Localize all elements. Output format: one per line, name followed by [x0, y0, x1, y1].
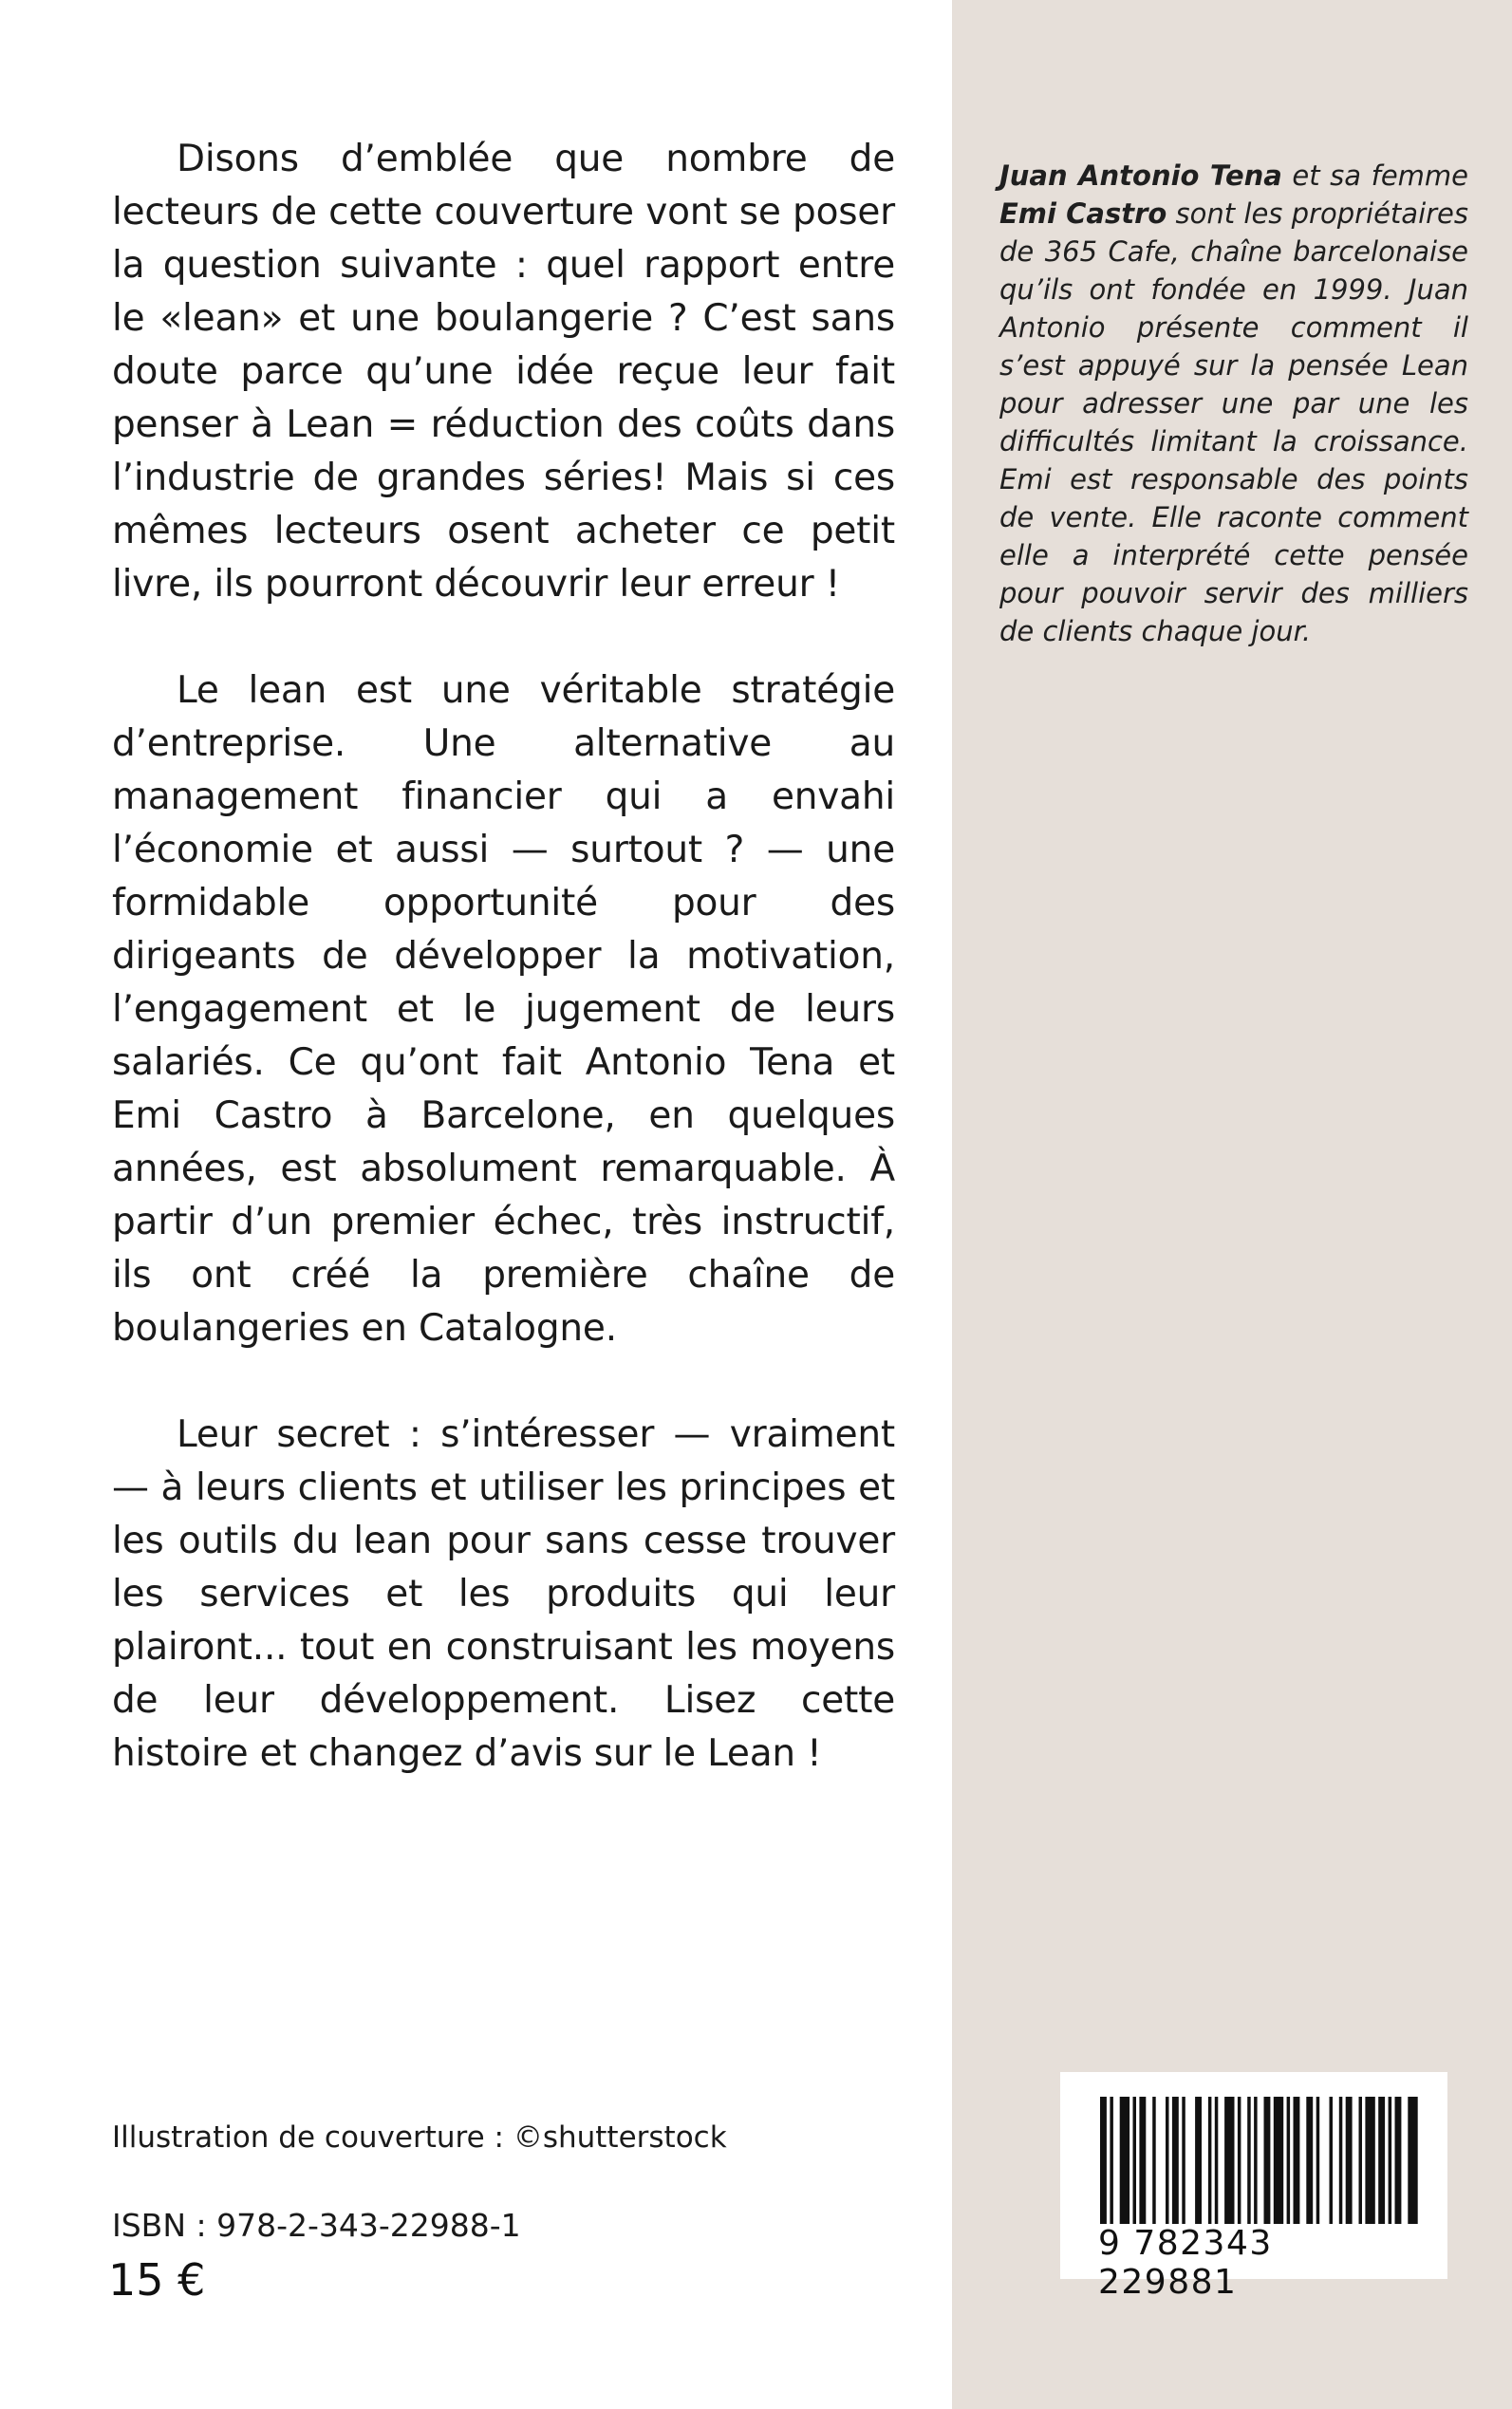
barcode-bar [1359, 2097, 1363, 2224]
bio-text-1: et sa femme [1281, 159, 1469, 192]
author-panel [952, 0, 1512, 2409]
barcode-bar [1264, 2097, 1271, 2224]
price: 15 € [108, 2254, 206, 2306]
barcode-bar [1339, 2097, 1343, 2224]
barcode-bar [1172, 2097, 1179, 2224]
barcode-bar [1110, 2097, 1113, 2224]
paragraph-2: Le lean est une véritable stratégie d’entreprise. Une alternative au management financier qui a envahi l’économie et aussi — surtout ? — une formidable opportunité pour des dirigeants de développer la motivation, l’engagement et le jugement de leurs salariés. Ce qu’ont fait Antonio Tena et Emi Castro à Barcelone, en quelques années, est absolument remarquable. À partir d’un premier échec, très instructif, ils ont créé la première chaîne de boulangeries en Catalogne. [112, 669, 895, 1350]
paragraph-3: Leur secret : s’intéresser — vraiment — à leurs clients et utiliser les principes et les outils du lean pour sans cesse trouver les services et les produits qui leur plairont... tout en construisant les moyens de leur développement. Lisez cette histoire et changez d’avis sur le Lean ! [112, 1413, 895, 1775]
barcode-bar [1346, 2097, 1353, 2224]
barcode-bar [1133, 2097, 1137, 2224]
author-name-1: Juan Antonio Tena [999, 159, 1282, 192]
barcode-bar [1306, 2097, 1313, 2224]
barcode-bar [1100, 2097, 1107, 2224]
barcode-bar [1365, 2097, 1374, 2224]
barcode-bar [1195, 2097, 1202, 2224]
cover-illustration-credit: Illustration de couverture : ©shutterstock [112, 2120, 727, 2155]
barcode-digits: 9 782343 229881 [1098, 2224, 1273, 2302]
barcode-bar [1316, 2097, 1320, 2224]
barcode-bar [1378, 2097, 1385, 2224]
barcode-bar [1287, 2097, 1291, 2224]
barcode-bar [1294, 2097, 1300, 2224]
author-bio [999, 157, 1468, 650]
barcode-bar [1139, 2097, 1146, 2224]
barcode-bar [1389, 2097, 1392, 2224]
barcode-bar [1166, 2097, 1169, 2224]
barcode-bar [1395, 2097, 1402, 2224]
barcode-bar [1120, 2097, 1129, 2224]
barcode-bar [1408, 2097, 1417, 2224]
barcode-bar [1215, 2097, 1219, 2224]
back-cover-text [112, 133, 895, 1834]
barcode-bar [1330, 2097, 1334, 2224]
barcode-bar [1224, 2097, 1234, 2224]
barcode-bar [1254, 2097, 1258, 2224]
barcode-bar [1152, 2097, 1156, 2224]
barcode-bar [1208, 2097, 1212, 2224]
paragraph-1: Disons d’emblée que nombre de lecteurs de cette couverture vont se poser la question suivante : quel rapport entre le «lean» et une boulangerie ? C’est sans doute parce qu’une idée reçue leur fait penser à Lean = réduction des coûts dans l’industrie de grandes séries! Mais si ces mêmes lecteurs osent acheter ce petit livre, ils pourront découvrir leur erreur ! [112, 138, 895, 606]
isbn: ISBN : 978-2-343-22988-1 [112, 2207, 521, 2244]
bio-text-2: sont les propriétaires de 365 Cafe, chaîne barcelonaise qu’ils ont fondée en 1999. Juan Antonio présente comment il s’est appuyé sur la pensée Lean pour adresser une par une les difficultés limitant la croissance. Emi est responsable des points de vente. Elle raconte comment elle a interprété cette pensée pour pouvoir servir des milliers de clients chaque jour. [999, 197, 1469, 647]
barcode-bar [1274, 2097, 1283, 2224]
author-name-2: Emi Castro [999, 197, 1167, 230]
barcode-bar [1238, 2097, 1241, 2224]
barcode [1060, 2072, 1447, 2302]
barcode-bar [1182, 2097, 1185, 2224]
barcode-bar [1247, 2097, 1251, 2224]
